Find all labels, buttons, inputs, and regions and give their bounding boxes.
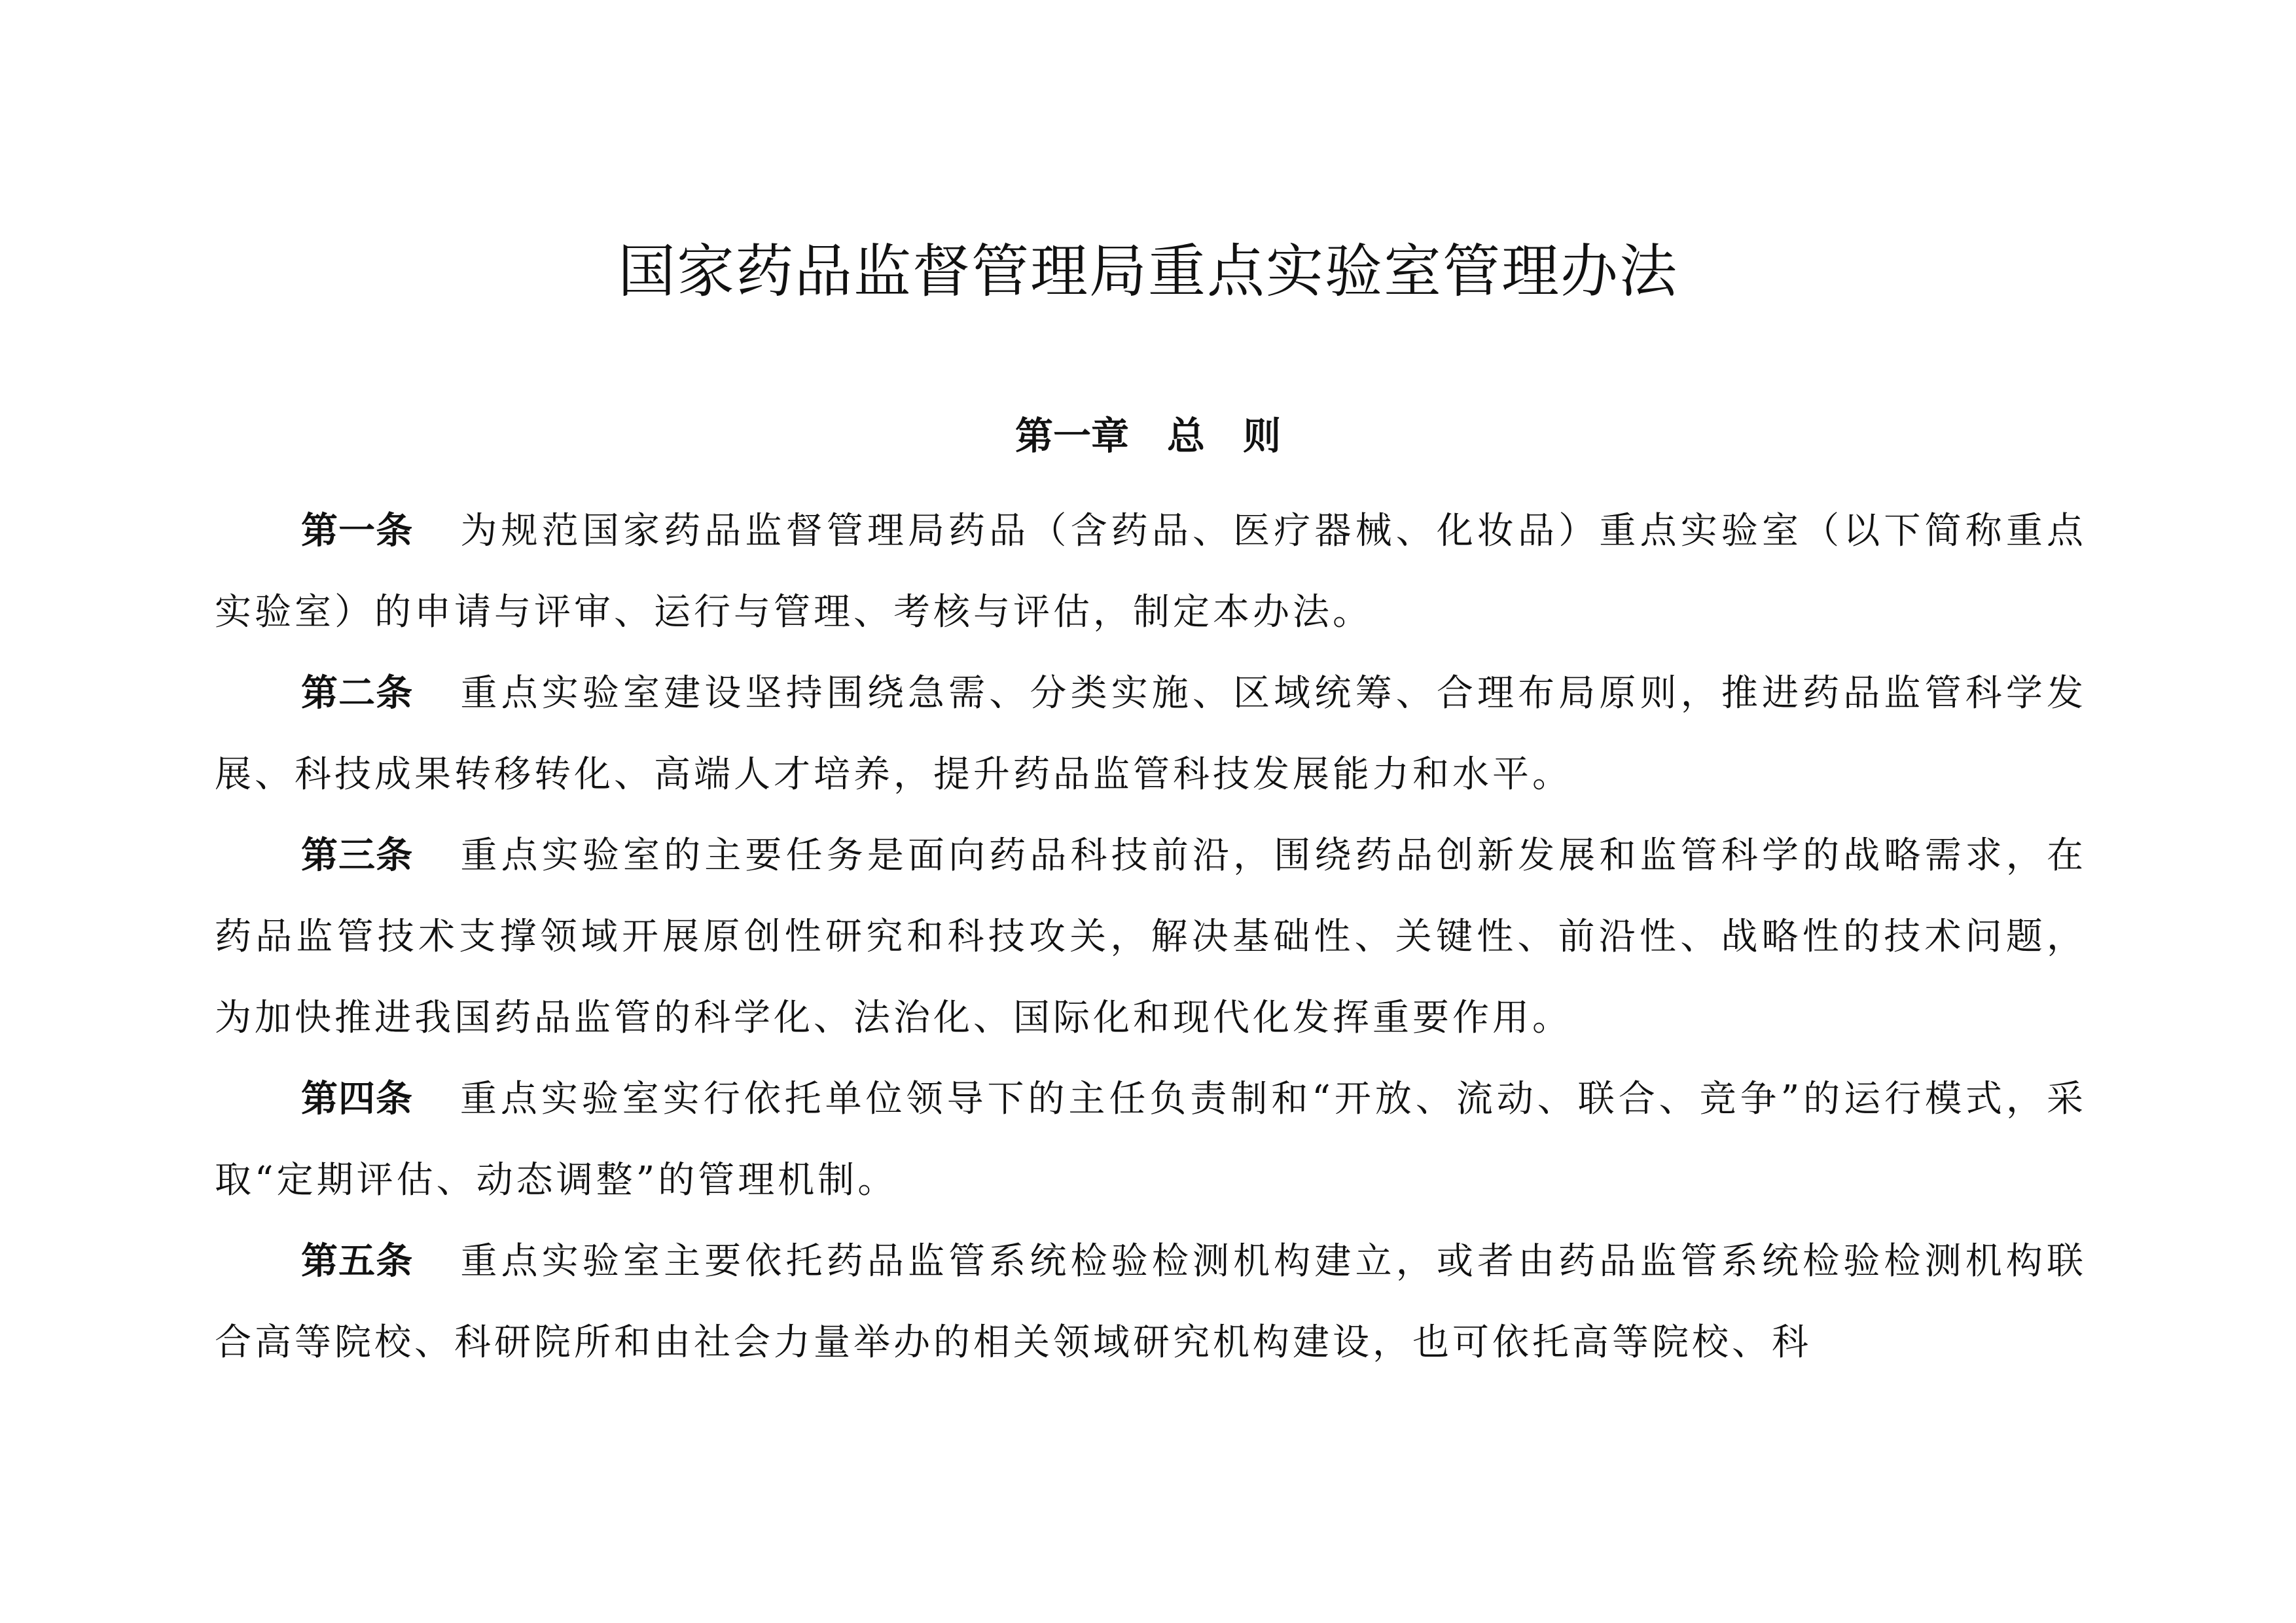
article-text: 为规范国家药品监督管理局药品（含药品、医疗器械、化妆品）重点实验室（以下简称重点实验室）的申请与评审、运行与管理、考核与评估，制定本办法。 xyxy=(215,510,2087,633)
article-4 xyxy=(215,1059,2087,1221)
article-5 xyxy=(215,1221,2087,1383)
chapter-heading: 第一章 总 则 xyxy=(1014,414,1281,458)
article-label: 第一条 xyxy=(301,510,414,552)
article-1 xyxy=(215,491,2087,653)
article-text: 重点实验室主要依托药品监管系统检验检测机构建立，或者由药品监管系统检验检测机构联合高等院校、科研院所和由社会力量举办的相关领域研究机构建设，也可依托高等院校、科 xyxy=(215,1240,2087,1364)
document-body xyxy=(215,491,2087,1383)
document-title: 国家药品监督管理局重点实验室管理办法 xyxy=(617,238,1678,305)
article-3 xyxy=(215,815,2087,1059)
article-label: 第二条 xyxy=(301,672,414,715)
article-2 xyxy=(215,653,2087,815)
article-label: 第四条 xyxy=(301,1078,413,1120)
article-label: 第五条 xyxy=(301,1240,414,1283)
article-text: 重点实验室建设坚持围绕急需、分类实施、区域统筹、合理布局原则，推进药品监管科学发展、科技成果转移转化、高端人才培养，提升药品监管科技发展能力和水平。 xyxy=(215,672,2087,796)
article-text: 重点实验室实行依托单位领导下的主任负责制和“开放、流动、联合、竞争”的运行模式，采取“定期评估、动态调整”的管理机制。 xyxy=(215,1078,2087,1202)
article-label: 第三条 xyxy=(301,834,414,877)
article-text: 重点实验室的主要任务是面向药品科技前沿，围绕药品创新发展和监管科学的战略需求，在药品监管技术支撑领域开展原创性研究和科技攻关，解决基础性、关键性、前沿性、战略性的技术问题，为加快推进我国药品监管的科学化、法治化、国际化和现代化发挥重要作用。 xyxy=(215,834,2087,1039)
